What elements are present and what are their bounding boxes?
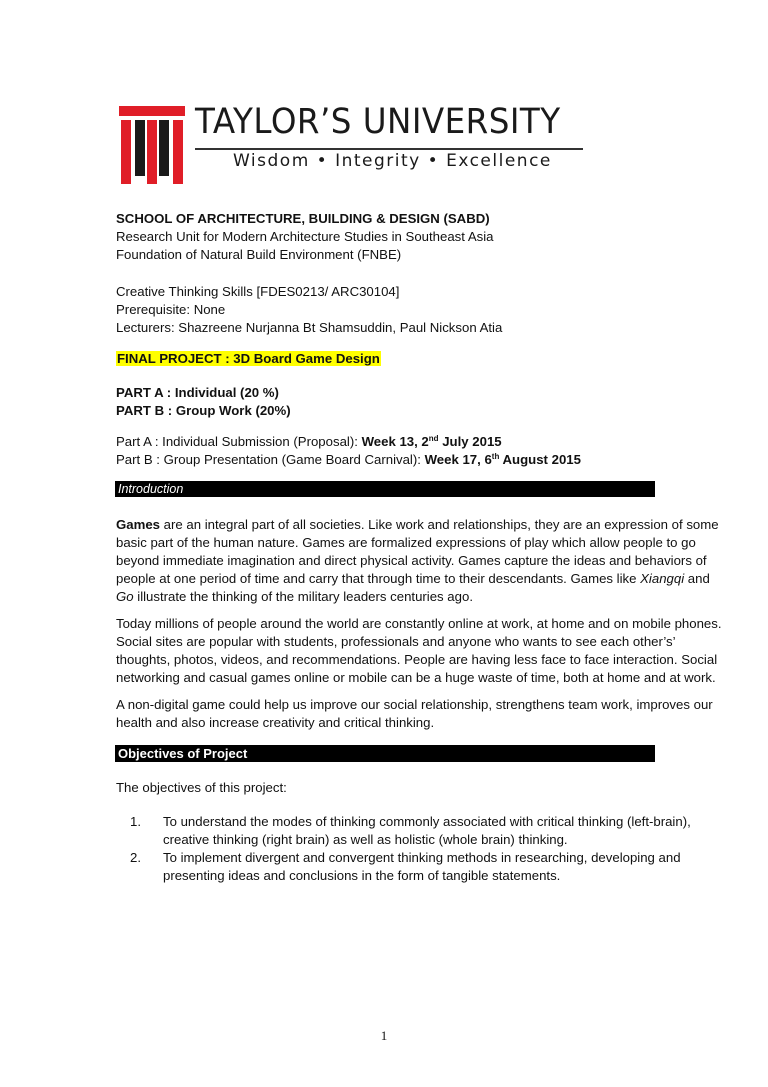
university-name: TAYLOR’S UNIVERSITY: [195, 102, 561, 142]
page-number: 1: [380, 1028, 388, 1043]
submission-block: [116, 433, 581, 469]
foundation-name: Foundation of Natural Build Environment (FNBE): [116, 247, 402, 262]
list-item: 2. To implement divergent and convergent thinking methods in researching, developing and presenting ideas and conclusions in the form of tangible statements.: [130, 850, 681, 883]
objectives-list: [116, 813, 691, 885]
university-tagline: Wisdom • Integrity • Excellence: [233, 151, 552, 171]
objectives-heading: Objectives of Project: [115, 745, 655, 762]
project-title: FINAL PROJECT : 3D Board Game Design: [117, 351, 380, 366]
logo-divider: [195, 148, 583, 150]
intro-paragraph-3: A non-digital game could help us improve our social relationship, strengthens team work, improves our health and also increase creativity and critical thinking.: [116, 697, 713, 730]
intro-paragraph-1: Games are an integral part of all societies. Like work and relationships, they are an expression of some basic part of the human nature. Games are formalized expressions of play which allow people to go beyond immediate imagination and direct physical activity. Games capture the ideas and behaviors of people at one period of time and carry that through time to their descendants. Games like Xiangqi and Go illustrate the thinking of the military leaders centuries ago.: [116, 517, 719, 604]
school-name: SCHOOL OF ARCHITECTURE, BUILDING & DESIGN (SABD): [116, 211, 490, 226]
university-logo: [119, 104, 589, 184]
intro-paragraph-2: Today millions of people around the world are constantly online at work, at home and on mobile phones. Social sites are popular with students, professionals and anyone who wants to see each other’s’ thoughts, photos, videos, and recommendations. People are having less face to face interaction. Social networking and casual games online or mobile can be a huge waste of time, both at home and at work.: [116, 616, 722, 685]
part-a: PART A : Individual (20 %): [116, 385, 279, 400]
submission-a: Part A : Individual Submission (Proposal): Week 13, 2nd July 2015: [116, 434, 502, 449]
lecturers: Lecturers: Shazreene Nurjanna Bt Shamsuddin, Paul Nickson Atia: [116, 320, 503, 335]
parts-block: [116, 384, 291, 420]
course-block: [116, 283, 502, 337]
objectives-lead: The objectives of this project:: [116, 780, 287, 795]
research-unit: Research Unit for Modern Architecture Studies in Southeast Asia: [116, 229, 494, 244]
prerequisite: Prerequisite: None: [116, 302, 226, 317]
list-item: 1. To understand the modes of thinking commonly associated with critical thinking (left-brain), creative thinking (right brain) as well as holistic (whole brain) thinking.: [130, 814, 691, 847]
introduction-heading: Introduction: [115, 481, 655, 497]
course-title: Creative Thinking Skills [FDES0213/ ARC30104]: [116, 284, 400, 299]
taylors-crest-icon: [119, 106, 185, 184]
submission-b: Part B : Group Presentation (Game Board Carnival): Week 17, 6th August 2015: [116, 452, 581, 467]
header-block: [116, 210, 494, 264]
part-b: PART B : Group Work (20%): [116, 403, 291, 418]
project-title-line: [116, 350, 381, 368]
